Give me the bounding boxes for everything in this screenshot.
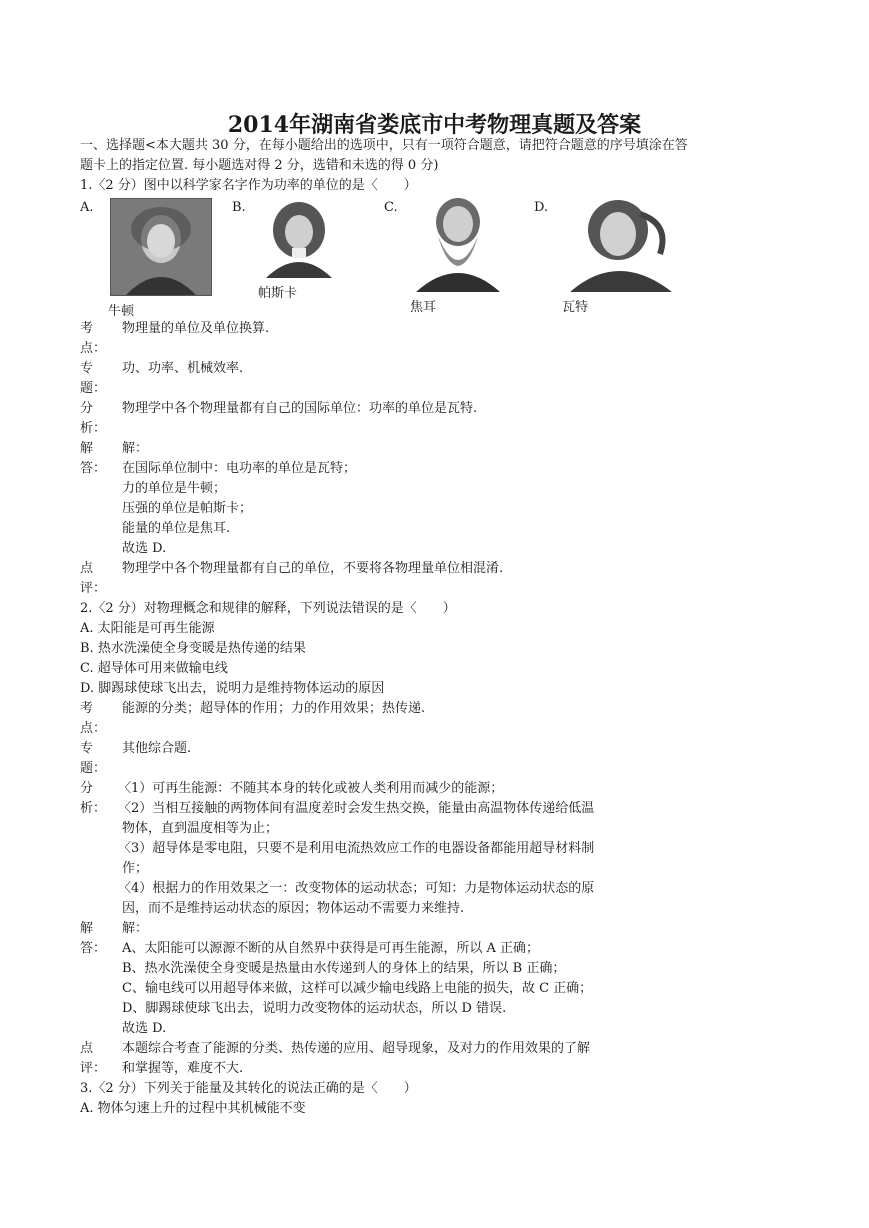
q1-option-a-caption: 牛顿: [108, 304, 135, 319]
q2-option-d: D. 脚踢球使球飞出去，说明力是维持物体运动的原因: [80, 681, 385, 696]
q2-option-a: A. 太阳能是可再生能源: [80, 621, 215, 636]
q1-fenxi-label-2: 析：: [80, 421, 107, 436]
q1-jieda-line: 力的单位是牛顿；: [122, 481, 227, 496]
q2-fenxi-line: 物体，直到温度相等为止；: [122, 821, 279, 836]
q1-dianping: 物理学中各个物理量都有自己的单位，不要将各物理量单位相混淆.: [122, 561, 504, 576]
q2-dianping-label-2: 评：: [80, 1061, 107, 1076]
question-2-stem: 2.〈2 分）对物理概念和规律的解释，下列说法错误的是〈 ）: [80, 601, 456, 616]
q1-zhuanti-label-2: 题：: [80, 381, 107, 396]
pascal-portrait: [258, 196, 340, 278]
q2-jieda-line: D、脚踢球使球飞出去，说明力改变物体的运动状态，所以 D 错误.: [122, 1001, 507, 1016]
section-instructions-line-2: 题卡上的指定位置. 每小题选对得 2 分，选错和未选的得 0 分): [80, 158, 439, 173]
newton-portrait: [110, 198, 212, 296]
q1-option-c-caption: 焦耳: [410, 300, 437, 315]
q2-dianping-line: 本题综合考查了能源的分类、热传递的应用、超导现象，及对力的作用效果的了解: [122, 1041, 591, 1056]
page-title: 2014年湖南省娄底市中考物理真题及答案: [227, 112, 642, 138]
question-1-stem: 1.〈2 分）图中以科学家名字作为功率的单位的是〈 ）: [80, 178, 417, 193]
q1-zhuanti: 功、功率、机械效率.: [122, 361, 244, 376]
q2-kaodian-label-1: 考: [80, 701, 94, 716]
q1-option-d-caption: 瓦特: [562, 300, 589, 315]
q2-kaodian-label-2: 点：: [80, 721, 107, 736]
q1-fenxi-label-1: 分: [80, 401, 94, 416]
q1-jieda-line: 在国际单位制中：电功率的单位是瓦特；: [122, 461, 357, 476]
q1-option-b-caption: 帕斯卡: [258, 286, 298, 301]
q2-jieda-line: A、太阳能可以源源不断的从自然界中获得是可再生能源，所以 A 正确；: [122, 941, 540, 956]
q1-fenxi: 物理学中各个物理量都有自己的国际单位：功率的单位是瓦特.: [122, 401, 478, 416]
q1-option-d-letter: D.: [534, 200, 549, 215]
q2-zhuanti-label-1: 专: [80, 741, 94, 756]
q1-jieda-line: 能量的单位是焦耳.: [122, 521, 231, 536]
q2-fenxi-line: 〈4）根据力的作用效果之一：改变物体的运动状态；可知：力是物体运动状态的原: [118, 881, 595, 896]
q2-dianping-line: 和掌握等，难度不大.: [122, 1061, 244, 1076]
q1-jieda-line: 故选 D.: [122, 541, 167, 556]
q2-fenxi-line: 作；: [122, 861, 149, 876]
q1-option-c-letter: C.: [384, 200, 398, 215]
q1-kaodian-label-1: 考: [80, 321, 94, 336]
q1-jieda-line: 压强的单位是帕斯卡；: [122, 501, 253, 516]
q2-option-b: B. 热水洗澡使全身变暖是热传递的结果: [80, 641, 306, 656]
joule-portrait: [410, 194, 506, 292]
question-3-stem: 3.〈2 分）下列关于能量及其转化的说法正确的是〈 ）: [80, 1081, 417, 1096]
q2-kaodian: 能源的分类；超导体的作用；力的作用效果；热传递.: [122, 701, 426, 716]
q1-zhuanti-label-1: 专: [80, 361, 94, 376]
q1-dianping-label-2: 评：: [80, 581, 107, 596]
q2-fenxi-line: 〈2）当相互接触的两物体间有温度差时会发生热交换，能量由高温物体传递给低温: [118, 801, 595, 816]
q2-jieda-line: B、热水洗澡使全身变暖是热量由水传递到人的身体上的结果，所以 B 正确；: [122, 961, 566, 976]
q1-kaodian-label-2: 点：: [80, 341, 107, 356]
q1-option-b-letter: B.: [232, 200, 246, 215]
q2-fenxi-line: 〈3）超导体是零电阻，只要不是利用电流热效应工作的电器设备都能用超导材料制: [118, 841, 595, 856]
q1-jieda-label-1: 解: [80, 441, 94, 456]
q2-jieda-line: C、输电线可以用超导体来做，这样可以减少输电线路上电能的损失，故 C 正确；: [122, 981, 593, 996]
q2-zhuanti: 其他综合题.: [122, 741, 192, 756]
q1-kaodian: 物理量的单位及单位换算.: [122, 321, 270, 336]
watt-portrait: [560, 194, 682, 292]
q1-jieda-line: 解：: [122, 441, 149, 456]
q2-jieda-line: 解：: [122, 921, 149, 936]
q2-fenxi-label-1: 分: [80, 781, 94, 796]
q2-jieda-line: 故选 D.: [122, 1021, 167, 1036]
q2-fenxi-line: 〈1）可再生能源：不随其本身的转化或被人类利用而减少的能源；: [118, 781, 504, 796]
q3-option-a: A. 物体匀速上升的过程中其机械能不变: [80, 1101, 306, 1116]
q1-option-a-letter: A.: [80, 200, 94, 215]
q2-fenxi-line: 因，而不是维持运动状态的原因；物体运动不需要力来维持.: [122, 901, 465, 916]
q2-zhuanti-label-2: 题：: [80, 761, 107, 776]
q2-jieda-label-1: 解: [80, 921, 94, 936]
q2-dianping-label-1: 点: [80, 1041, 94, 1056]
q2-jieda-label-2: 答：: [80, 941, 107, 956]
q1-dianping-label-1: 点: [80, 561, 94, 576]
section-instructions-line-1: 一、选择题<本大题共 30 分，在每小题给出的选项中，只有一项符合题意，请把符合题意的序号填涂在答: [80, 138, 688, 153]
q2-fenxi-label-2: 析：: [80, 801, 107, 816]
q1-jieda-label-2: 答：: [80, 461, 107, 476]
q2-option-c: C. 超导体可用来做输电线: [80, 661, 228, 676]
